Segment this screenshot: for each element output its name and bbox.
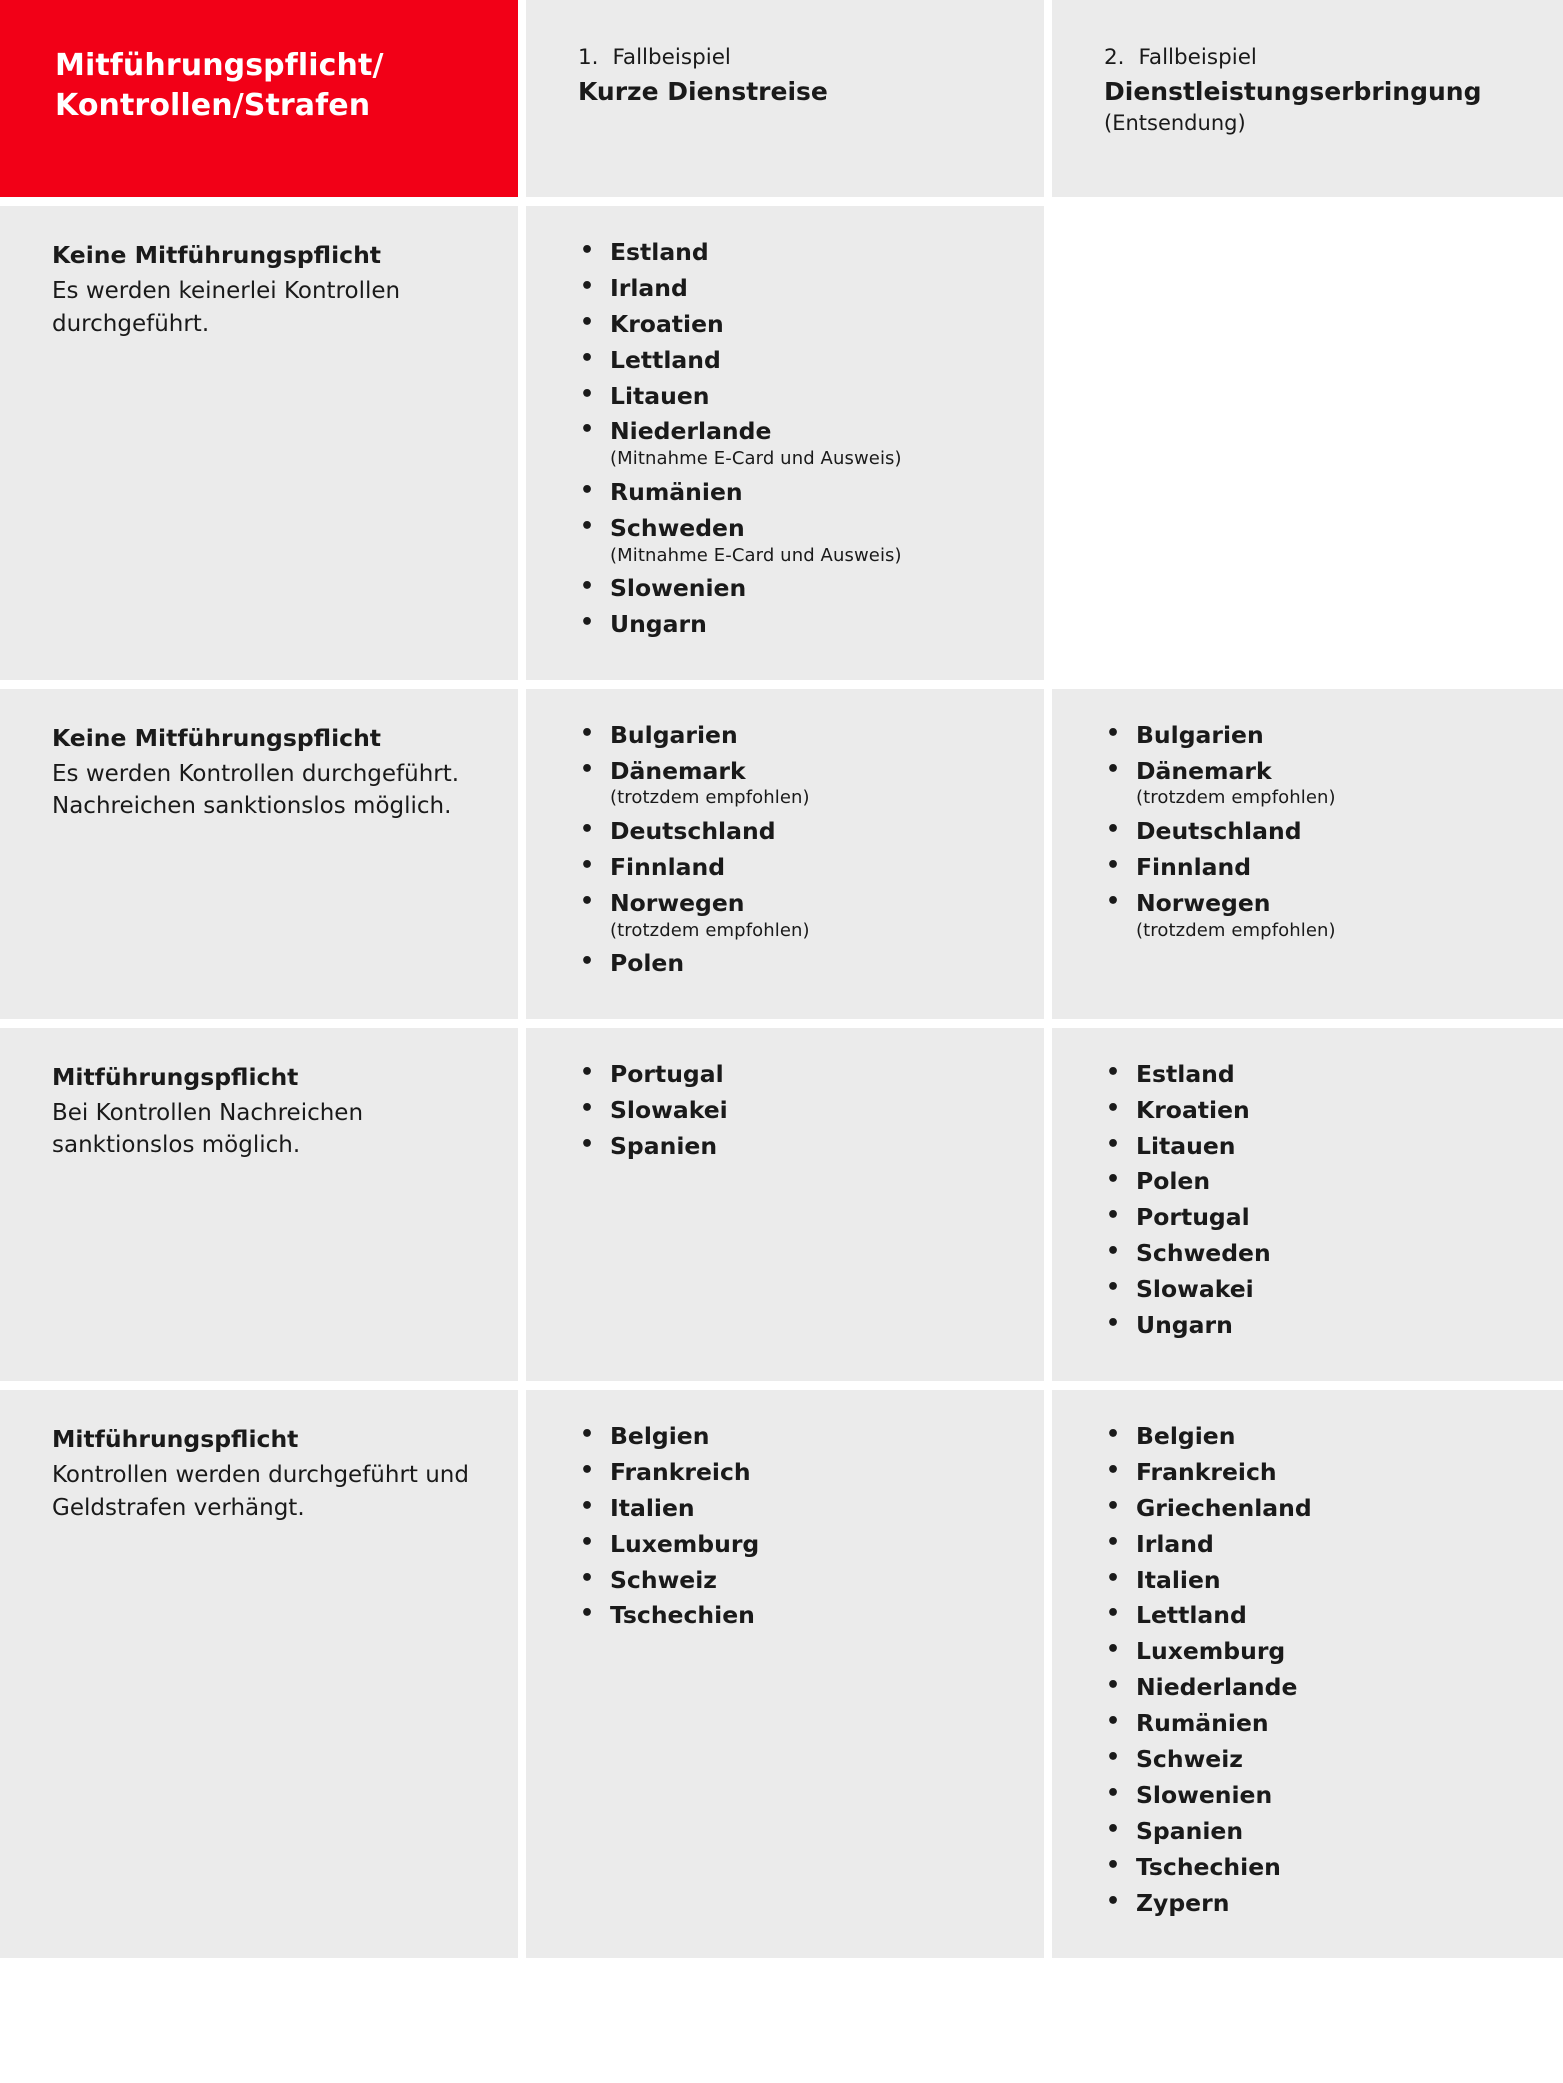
country-name: Slowenien bbox=[610, 573, 747, 602]
country-name: Norwegen bbox=[1136, 888, 1271, 917]
page-title bbox=[55, 46, 478, 125]
country-list-item bbox=[572, 721, 1010, 750]
country-list-item bbox=[572, 238, 1010, 267]
category-description: Bei Kontrollen Nachreichen sanktionslos möglich. bbox=[52, 1099, 364, 1159]
category-title: Mitführungspflicht bbox=[52, 1424, 299, 1453]
country-list-item bbox=[1098, 1422, 1545, 1451]
table-row bbox=[0, 689, 1563, 1019]
country-list-item bbox=[1098, 1673, 1545, 1702]
case-1-number: 1. bbox=[578, 45, 599, 70]
country-name: Finnland bbox=[1136, 852, 1252, 881]
country-name: Niederlande bbox=[1136, 1673, 1298, 1702]
country-note: (trotzdem empfohlen) bbox=[1136, 919, 1336, 941]
country-list-item bbox=[572, 1458, 1010, 1487]
category-title: Keine Mitführungspflicht bbox=[52, 723, 382, 752]
country-name: Zypern bbox=[1136, 1888, 1230, 1917]
case-1-countries-cell bbox=[526, 1028, 1044, 1381]
table-row bbox=[0, 1028, 1563, 1381]
case-2-title: Dienstleistungserbringung bbox=[1104, 76, 1482, 106]
country-name: Kroatien bbox=[610, 309, 724, 338]
country-name: Spanien bbox=[1136, 1816, 1244, 1845]
country-name: Spanien bbox=[610, 1131, 718, 1160]
country-list bbox=[1098, 721, 1545, 942]
country-list-item bbox=[572, 853, 1010, 882]
country-name: Niederlande bbox=[610, 417, 772, 446]
country-list bbox=[572, 238, 1010, 639]
case-2-countries-cell bbox=[1052, 206, 1563, 680]
case-2-number: 2. bbox=[1104, 45, 1125, 70]
country-list-item bbox=[572, 574, 1010, 603]
country-name: Italien bbox=[610, 1493, 695, 1522]
country-list bbox=[572, 721, 1010, 978]
country-list-item bbox=[1098, 1745, 1545, 1774]
country-list-item bbox=[1098, 1566, 1545, 1595]
country-list-item bbox=[1098, 1096, 1545, 1125]
country-list-item bbox=[1098, 853, 1545, 882]
country-note: (trotzdem empfohlen) bbox=[610, 787, 810, 809]
country-list-item bbox=[1098, 1203, 1545, 1232]
country-name: Schweden bbox=[1136, 1239, 1271, 1268]
country-list-item bbox=[1098, 817, 1545, 846]
country-list-item bbox=[572, 417, 1010, 470]
country-name: Ungarn bbox=[1136, 1311, 1233, 1340]
country-name: Rumänien bbox=[610, 477, 743, 506]
country-note: (Mitnahme E-Card und Ausweis) bbox=[610, 544, 902, 566]
table-row bbox=[0, 1390, 1563, 1958]
country-list-item bbox=[572, 310, 1010, 339]
country-list-item bbox=[572, 346, 1010, 375]
case-1-number-row bbox=[578, 44, 1004, 72]
country-list-item bbox=[1098, 1781, 1545, 1810]
country-name: Belgien bbox=[1136, 1421, 1236, 1450]
country-name: Lettland bbox=[1136, 1601, 1247, 1630]
case-1-title: Kurze Dienstreise bbox=[578, 76, 828, 106]
case-1-label: Fallbeispiel bbox=[612, 45, 731, 70]
country-list-item bbox=[572, 757, 1010, 810]
table-header-row bbox=[0, 0, 1563, 197]
country-list-item bbox=[1098, 1494, 1545, 1523]
category-title: Keine Mitführungspflicht bbox=[52, 241, 382, 269]
case-2-countries-cell bbox=[1052, 689, 1563, 1019]
country-name: Kroatien bbox=[1136, 1095, 1250, 1124]
country-name: Schweden bbox=[610, 513, 745, 542]
country-name: Norwegen bbox=[610, 888, 745, 917]
case-2-subtitle: (Entsendung) bbox=[1104, 111, 1246, 136]
country-name: Slowakei bbox=[1136, 1275, 1254, 1304]
country-name: Frankreich bbox=[610, 1457, 751, 1486]
country-name: Polen bbox=[610, 948, 685, 977]
country-list-item bbox=[1098, 1167, 1545, 1196]
country-list-item bbox=[572, 274, 1010, 303]
country-list-item bbox=[572, 1566, 1010, 1595]
country-list-item bbox=[572, 610, 1010, 639]
country-name: Tschechien bbox=[1136, 1852, 1281, 1881]
country-list-item bbox=[1098, 1530, 1545, 1559]
country-list-item bbox=[572, 949, 1010, 978]
country-list-item bbox=[1098, 757, 1545, 810]
category-cell bbox=[0, 206, 518, 680]
country-list-item bbox=[1098, 1458, 1545, 1487]
case-1-countries-cell bbox=[526, 206, 1044, 680]
country-list bbox=[572, 1422, 1010, 1630]
country-name: Bulgarien bbox=[610, 720, 738, 749]
country-name: Estland bbox=[1136, 1059, 1235, 1088]
country-name: Litauen bbox=[610, 381, 710, 410]
country-name: Portugal bbox=[610, 1059, 724, 1088]
country-name: Luxemburg bbox=[610, 1529, 760, 1558]
country-list-item bbox=[572, 1494, 1010, 1523]
country-list-item bbox=[1098, 1311, 1545, 1340]
country-list bbox=[572, 1060, 1010, 1161]
country-list-item bbox=[572, 1132, 1010, 1161]
category-cell bbox=[0, 689, 518, 1019]
country-name: Dänemark bbox=[610, 756, 746, 785]
case-2-countries-cell bbox=[1052, 1028, 1563, 1381]
category-cell bbox=[0, 1028, 518, 1381]
country-name: Estland bbox=[610, 238, 709, 266]
country-list-item bbox=[1098, 1637, 1545, 1666]
country-list bbox=[1098, 1422, 1545, 1917]
country-name: Litauen bbox=[1136, 1131, 1236, 1160]
country-list-item bbox=[1098, 889, 1545, 942]
country-name: Slowenien bbox=[1136, 1780, 1273, 1809]
country-list-item bbox=[1098, 1889, 1545, 1918]
country-name: Rumänien bbox=[1136, 1709, 1269, 1738]
country-list-item bbox=[1098, 721, 1545, 750]
country-name: Bulgarien bbox=[1136, 720, 1264, 749]
country-list-item bbox=[1098, 1239, 1545, 1268]
country-name: Lettland bbox=[610, 345, 721, 374]
country-list-item bbox=[1098, 1853, 1545, 1882]
country-list-item bbox=[1098, 1817, 1545, 1846]
country-name: Belgien bbox=[610, 1421, 710, 1450]
page-title-line1: Mitführungspflicht/ bbox=[55, 48, 384, 83]
country-name: Polen bbox=[1136, 1167, 1211, 1196]
country-list-item bbox=[1098, 1060, 1545, 1089]
case-1-countries-cell bbox=[526, 1390, 1044, 1958]
category-description: Es werden Kontrollen durchgeführt. Nachreichen sanktionslos möglich. bbox=[52, 760, 460, 820]
country-name: Schweiz bbox=[1136, 1744, 1243, 1773]
country-list-item bbox=[1098, 1709, 1545, 1738]
country-name: Frankreich bbox=[1136, 1457, 1277, 1486]
case-2-number-row bbox=[1104, 44, 1539, 72]
country-list-item bbox=[572, 1530, 1010, 1559]
country-note: (trotzdem empfohlen) bbox=[1136, 787, 1336, 809]
country-list-item bbox=[572, 817, 1010, 846]
country-name: Ungarn bbox=[610, 609, 707, 638]
country-name: Tschechien bbox=[610, 1601, 755, 1630]
country-name: Slowakei bbox=[610, 1095, 728, 1124]
case-1-countries-cell bbox=[526, 689, 1044, 1019]
country-note: (trotzdem empfohlen) bbox=[610, 919, 810, 941]
country-note: (Mitnahme E-Card und Ausweis) bbox=[610, 448, 902, 470]
category-description: Es werden keinerlei Kontrollen durchgeführt. bbox=[52, 278, 401, 337]
country-list-item bbox=[572, 1422, 1010, 1451]
country-name: Deutschland bbox=[610, 816, 776, 845]
country-name: Griechenland bbox=[1136, 1493, 1312, 1522]
country-list-item bbox=[572, 1096, 1010, 1125]
country-list-item bbox=[1098, 1132, 1545, 1161]
category-description: Kontrollen werden durchgeführt und Geldstrafen verhängt. bbox=[52, 1461, 469, 1521]
country-list bbox=[1098, 1060, 1545, 1340]
column-header-case-2 bbox=[1052, 0, 1563, 197]
category-cell bbox=[0, 1390, 518, 1958]
page-title-line2: Kontrollen/Strafen bbox=[55, 87, 371, 123]
case-2-label: Fallbeispiel bbox=[1138, 45, 1257, 70]
country-name: Italien bbox=[1136, 1565, 1221, 1594]
country-list-item bbox=[572, 382, 1010, 411]
country-name: Schweiz bbox=[610, 1565, 717, 1594]
case-2-countries-cell bbox=[1052, 1390, 1563, 1958]
column-header-case-1 bbox=[526, 0, 1044, 197]
country-list-item bbox=[572, 1601, 1010, 1630]
country-list-item bbox=[572, 478, 1010, 507]
country-name: Portugal bbox=[1136, 1203, 1250, 1232]
country-name: Luxemburg bbox=[1136, 1637, 1286, 1666]
country-name: Irland bbox=[1136, 1529, 1214, 1558]
country-list-item bbox=[572, 1060, 1010, 1089]
country-list-item bbox=[572, 889, 1010, 942]
table-title-cell bbox=[0, 0, 518, 197]
table-row bbox=[0, 206, 1563, 680]
category-title: Mitführungspflicht bbox=[52, 1062, 299, 1091]
country-list-item bbox=[1098, 1601, 1545, 1630]
country-list-item bbox=[572, 514, 1010, 567]
country-list-item bbox=[1098, 1275, 1545, 1304]
country-name: Finnland bbox=[610, 852, 726, 881]
country-name: Deutschland bbox=[1136, 816, 1302, 845]
country-name: Dänemark bbox=[1136, 756, 1272, 785]
country-name: Irland bbox=[610, 273, 688, 302]
